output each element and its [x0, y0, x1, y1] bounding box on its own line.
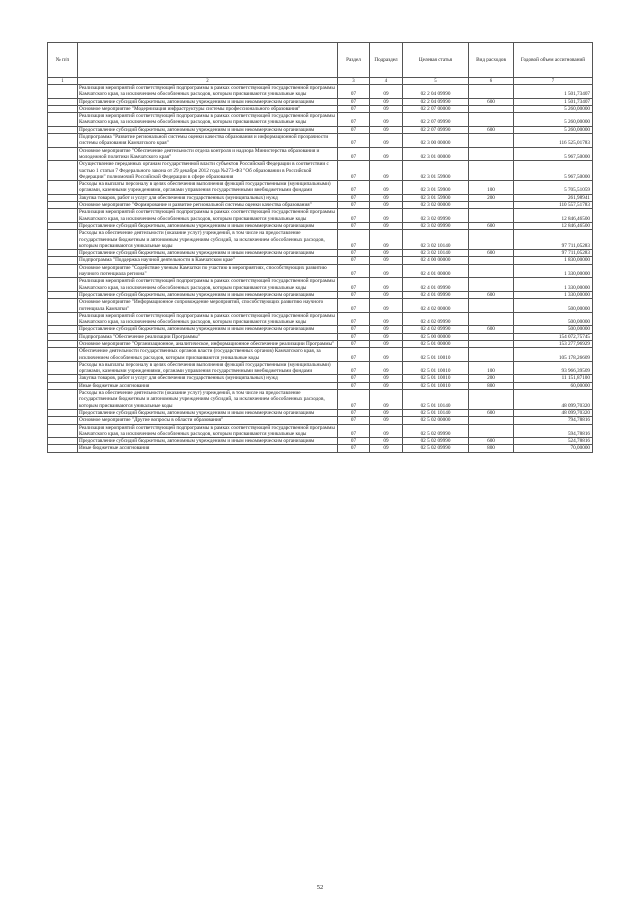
- row-name: Основное мероприятие "Другие вопросы в области образования": [78, 417, 338, 424]
- row-razdel: 07: [338, 85, 370, 99]
- row-podrazdel: 09: [370, 105, 403, 112]
- table-row: [48, 209, 593, 223]
- header-expense-type: Вид расходов: [469, 43, 514, 78]
- table-row: [48, 299, 593, 313]
- row-num: [48, 222, 78, 229]
- budget-table: [47, 42, 593, 453]
- document-page: [47, 42, 592, 453]
- row-name: Расходы на выплаты персоналу в целях обеспечения выполнения функций государственными (муниципальными) органами, казенными учреждениями, органами управления государственными внебюджетными фондами: [78, 181, 338, 195]
- row-podrazdel: 09: [370, 181, 403, 195]
- row-podrazdel: 09: [370, 126, 403, 133]
- row-podrazdel: 09: [370, 257, 403, 264]
- row-name: Предоставление субсидий бюджетным, автономным учреждениям и иным некоммерческим организациям: [78, 291, 338, 298]
- row-razdel: 07: [338, 417, 370, 424]
- row-razdel: 07: [338, 326, 370, 333]
- row-podrazdel: 09: [370, 312, 403, 326]
- row-num: [48, 250, 78, 257]
- row-amount: 261,98941: [514, 194, 593, 201]
- row-target-article: 02 5 00 00000: [403, 333, 469, 340]
- column-number: 6: [469, 78, 514, 85]
- row-target-article: 02 2 04 09990: [403, 85, 469, 99]
- row-target-article: 02 3 01 59900: [403, 194, 469, 201]
- row-target-article: 02 2 07 09990: [403, 126, 469, 133]
- table-row: [48, 348, 593, 362]
- table-row: [48, 326, 593, 333]
- row-target-article: 02 3 02 09990: [403, 209, 469, 223]
- column-number: 4: [370, 78, 403, 85]
- table-row: [48, 382, 593, 389]
- row-podrazdel: 09: [370, 409, 403, 416]
- table-row: [48, 181, 593, 195]
- row-name: Закупка товаров, работ и услуг для обеспечения государственных (муниципальных) нужд: [78, 375, 338, 382]
- row-target-article: 02 5 01 10010: [403, 375, 469, 382]
- row-razdel: 07: [338, 312, 370, 326]
- row-target-article: 02 4 01 09990: [403, 278, 469, 292]
- row-razdel: 07: [338, 194, 370, 201]
- header-amount: Годовой объем ассигнований: [514, 43, 593, 78]
- row-target-article: 02 4 02 00000: [403, 299, 469, 313]
- row-podrazdel: 09: [370, 85, 403, 99]
- header-podrazdel: Подраздел: [370, 43, 403, 78]
- table-row: [48, 417, 593, 424]
- column-number: 1: [48, 78, 78, 85]
- row-podrazdel: 09: [370, 438, 403, 445]
- row-podrazdel: 09: [370, 382, 403, 389]
- row-podrazdel: 09: [370, 417, 403, 424]
- row-name: Предоставление субсидий бюджетным, автономным учреждениям и иным некоммерческим организациям: [78, 438, 338, 445]
- row-expense-type: [469, 424, 514, 438]
- row-target-article: 02 5 01 10010: [403, 361, 469, 375]
- table-row: [48, 312, 593, 326]
- row-amount: 5 967,50000: [514, 147, 593, 161]
- row-podrazdel: 09: [370, 424, 403, 438]
- row-num: [48, 230, 78, 250]
- row-razdel: 07: [338, 445, 370, 452]
- table-row: [48, 113, 593, 127]
- row-expense-type: [469, 340, 514, 347]
- row-amount: 116 525,01783: [514, 134, 593, 148]
- row-num: [48, 257, 78, 264]
- row-expense-type: 800: [469, 382, 514, 389]
- row-name: Реализация мероприятий соответствующей подпрограммы в рамках соответствующей государственной программы Камчатского края, за исключением обособленных расходов, которым присваиваются уникальные коды: [78, 113, 338, 127]
- page-number: 52: [316, 884, 324, 891]
- column-number-row: [48, 78, 593, 85]
- row-podrazdel: 09: [370, 202, 403, 209]
- row-razdel: 07: [338, 181, 370, 195]
- row-razdel: 07: [338, 278, 370, 292]
- table-row: [48, 264, 593, 278]
- row-num: [48, 445, 78, 452]
- row-name: Предоставление субсидий бюджетным, автономным учреждениям и иным некоммерческим организациям: [78, 222, 338, 229]
- row-amount: 594,78816: [514, 424, 593, 438]
- row-name: Основное мероприятие "Содействие ученым Камчатки по участию в мероприятиях, способствующих развитию научного потенциала региона": [78, 264, 338, 278]
- row-name: Предоставление субсидий бюджетным, автономным учреждениям и иным некоммерческим организациям: [78, 126, 338, 133]
- row-razdel: 07: [338, 105, 370, 112]
- table-body: [48, 85, 593, 453]
- row-name: Основное мероприятие "Обеспечение деятельности отдела контроля и надзора Министерства образования и молодежной политики Камчатского края": [78, 147, 338, 161]
- row-num: [48, 382, 78, 389]
- header-razdel: Раздел: [338, 43, 370, 78]
- row-expense-type: 600: [469, 291, 514, 298]
- row-razdel: 07: [338, 264, 370, 278]
- column-number: 7: [514, 78, 593, 85]
- row-expense-type: [469, 202, 514, 209]
- table-row: [48, 147, 593, 161]
- row-target-article: 02 5 01 10140: [403, 409, 469, 416]
- row-name: Основное мероприятие "Информационное сопровождение мероприятий, способствующих развитию научного потенциала Камчатки": [78, 299, 338, 313]
- row-amount: 500,00000: [514, 326, 593, 333]
- row-name: Основное мероприятие "Организационное, аналитическое, информационное обеспечение реализации Программы": [78, 340, 338, 347]
- row-amount: 12 846,46500: [514, 222, 593, 229]
- table-row: [48, 257, 593, 264]
- row-podrazdel: 09: [370, 250, 403, 257]
- row-expense-type: [469, 161, 514, 181]
- row-amount: 500,00000: [514, 299, 593, 313]
- row-num: [48, 424, 78, 438]
- row-podrazdel: 09: [370, 147, 403, 161]
- row-podrazdel: 09: [370, 390, 403, 410]
- column-number: 2: [78, 78, 338, 85]
- row-expense-type: [469, 390, 514, 410]
- row-razdel: 07: [338, 257, 370, 264]
- table-row: [48, 409, 593, 416]
- row-expense-type: [469, 417, 514, 424]
- row-amount: 1 501,73407: [514, 98, 593, 105]
- row-num: [48, 209, 78, 223]
- row-amount: 48 099,70320: [514, 390, 593, 410]
- row-name: Подпрограмма "Поддержка научной деятельности в Камчатском крае": [78, 257, 338, 264]
- row-podrazdel: 09: [370, 348, 403, 362]
- row-podrazdel: 09: [370, 161, 403, 181]
- row-name: Подпрограмма "Развитие региональной системы оценки качества образования и информационной прозрачности системы образования Камчатского края": [78, 134, 338, 148]
- row-name: Закупка товаров, работ и услуг для обеспечения государственных (муниципальных) нужд: [78, 194, 338, 201]
- row-expense-type: [469, 312, 514, 326]
- row-razdel: 07: [338, 113, 370, 127]
- header-num: № п/п: [48, 43, 78, 78]
- row-expense-type: [469, 209, 514, 223]
- row-target-article: 02 3 00 00000: [403, 134, 469, 148]
- row-razdel: 07: [338, 134, 370, 148]
- row-target-article: 02 5 01 00000: [403, 340, 469, 347]
- row-razdel: 07: [338, 333, 370, 340]
- row-num: [48, 113, 78, 127]
- table-row: [48, 445, 593, 452]
- row-amount: 110 557,51783: [514, 202, 593, 209]
- row-target-article: 02 4 01 00000: [403, 264, 469, 278]
- row-razdel: 07: [338, 299, 370, 313]
- row-num: [48, 105, 78, 112]
- row-expense-type: [469, 147, 514, 161]
- row-num: [48, 147, 78, 161]
- row-target-article: 02 5 01 10140: [403, 390, 469, 410]
- row-razdel: 07: [338, 361, 370, 375]
- row-amount: 794,78816: [514, 417, 593, 424]
- row-num: [48, 417, 78, 424]
- row-target-article: 02 3 01 00000: [403, 147, 469, 161]
- row-target-article: 02 5 01 10010: [403, 382, 469, 389]
- row-num: [48, 348, 78, 362]
- row-amount: 5 967,50000: [514, 161, 593, 181]
- row-amount: 5 705,51059: [514, 181, 593, 195]
- row-amount: 5 260,00000: [514, 113, 593, 127]
- row-podrazdel: 09: [370, 291, 403, 298]
- row-num: [48, 409, 78, 416]
- row-podrazdel: 09: [370, 230, 403, 250]
- row-target-article: 02 2 07 09990: [403, 113, 469, 127]
- row-expense-type: [469, 105, 514, 112]
- row-expense-type: [469, 85, 514, 99]
- row-target-article: 02 5 02 09990: [403, 438, 469, 445]
- row-amount: 11 151,87100: [514, 375, 593, 382]
- row-target-article: 02 5 02 09990: [403, 424, 469, 438]
- row-podrazdel: 09: [370, 278, 403, 292]
- row-podrazdel: 09: [370, 98, 403, 105]
- row-target-article: 02 3 01 59900: [403, 161, 469, 181]
- column-number: 3: [338, 78, 370, 85]
- row-razdel: 07: [338, 375, 370, 382]
- row-expense-type: [469, 299, 514, 313]
- row-razdel: 07: [338, 390, 370, 410]
- row-expense-type: 200: [469, 375, 514, 382]
- row-num: [48, 333, 78, 340]
- row-num: [48, 194, 78, 201]
- row-amount: 48 099,70320: [514, 409, 593, 416]
- row-expense-type: [469, 264, 514, 278]
- table-row: [48, 424, 593, 438]
- row-target-article: 02 4 02 09990: [403, 326, 469, 333]
- row-name: Реализация мероприятий соответствующей подпрограммы в рамках соответствующей государственной программы Камчатского края, за исключением обособленных расходов, которым присваиваются уникальные коды: [78, 278, 338, 292]
- row-target-article: 02 2 04 09990: [403, 98, 469, 105]
- row-razdel: 07: [338, 438, 370, 445]
- row-razdel: 07: [338, 147, 370, 161]
- table-row: [48, 333, 593, 340]
- row-razdel: 07: [338, 98, 370, 105]
- row-expense-type: 600: [469, 326, 514, 333]
- row-name: Реализация мероприятий соответствующей подпрограммы в рамках соответствующей государственной программы Камчатского края, за исключением обособленных расходов, которым присваиваются уникальные коды: [78, 209, 338, 223]
- row-expense-type: [469, 113, 514, 127]
- row-razdel: 07: [338, 348, 370, 362]
- row-expense-type: [469, 348, 514, 362]
- row-razdel: 07: [338, 382, 370, 389]
- row-target-article: 02 5 02 00000: [403, 417, 469, 424]
- row-podrazdel: 09: [370, 340, 403, 347]
- row-expense-type: 800: [469, 445, 514, 452]
- table-row: [48, 126, 593, 133]
- row-razdel: 07: [338, 209, 370, 223]
- row-name: Предоставление субсидий бюджетным, автономным учреждениям и иным некоммерческим организациям: [78, 98, 338, 105]
- row-target-article: 02 4 01 09990: [403, 291, 469, 298]
- row-name: Иные бюджетные ассигнования: [78, 382, 338, 389]
- row-podrazdel: 09: [370, 194, 403, 201]
- row-target-article: 02 3 02 10140: [403, 230, 469, 250]
- row-amount: 500,00000: [514, 312, 593, 326]
- row-num: [48, 181, 78, 195]
- row-razdel: 07: [338, 126, 370, 133]
- row-amount: 105 178,26609: [514, 348, 593, 362]
- row-num: [48, 126, 78, 133]
- table-row: [48, 291, 593, 298]
- row-amount: 97 711,05283: [514, 250, 593, 257]
- row-expense-type: [469, 230, 514, 250]
- row-expense-type: [469, 333, 514, 340]
- row-amount: 1 501,73407: [514, 85, 593, 99]
- row-name: Предоставление субсидий бюджетным, автономным учреждениям и иным некоммерческим организациям: [78, 250, 338, 257]
- table-row: [48, 361, 593, 375]
- row-razdel: 07: [338, 409, 370, 416]
- table-row: [48, 105, 593, 112]
- row-name: Реализация мероприятий соответствующей подпрограммы в рамках соответствующей государственной программы Камчатского края, за исключением обособленных расходов, которым присваиваются уникальные коды: [78, 312, 338, 326]
- row-num: [48, 375, 78, 382]
- row-amount: 5 260,00000: [514, 126, 593, 133]
- row-expense-type: [469, 278, 514, 292]
- table-row: [48, 438, 593, 445]
- row-amount: 1 330,00000: [514, 291, 593, 298]
- row-target-article: 02 4 02 09990: [403, 312, 469, 326]
- row-expense-type: 600: [469, 409, 514, 416]
- row-target-article: 02 4 00 00000: [403, 257, 469, 264]
- row-name: Реализация мероприятий соответствующей подпрограммы в рамках соответствующей государственной программы Камчатского края, за исключением обособленных расходов, которым присваиваются уникальные коды: [78, 424, 338, 438]
- row-num: [48, 98, 78, 105]
- row-target-article: 02 5 02 09990: [403, 445, 469, 452]
- table-row: [48, 375, 593, 382]
- row-podrazdel: 09: [370, 326, 403, 333]
- row-name: Основное мероприятие "Модернизация инфраструктуры системы профессионального образования": [78, 105, 338, 112]
- row-razdel: 07: [338, 250, 370, 257]
- row-num: [48, 264, 78, 278]
- row-name: Осуществление переданных органам государственной власти субъектов Российской Федерации в соответствии с частью 1 статьи 7 Федерального закона от 29 декабря 2012 года №273-ФЗ "Об образовании в Российской Федерации" полномочий Российской Федерации в сфере образования: [78, 161, 338, 181]
- row-podrazdel: 09: [370, 299, 403, 313]
- row-razdel: 07: [338, 340, 370, 347]
- row-podrazdel: 09: [370, 264, 403, 278]
- row-podrazdel: 09: [370, 134, 403, 148]
- row-amount: 524,78816: [514, 438, 593, 445]
- row-razdel: 07: [338, 202, 370, 209]
- row-num: [48, 202, 78, 209]
- row-num: [48, 299, 78, 313]
- row-amount: 5 260,00000: [514, 105, 593, 112]
- row-target-article: 02 3 02 00000: [403, 202, 469, 209]
- row-podrazdel: 09: [370, 113, 403, 127]
- table-row: [48, 202, 593, 209]
- row-target-article: 02 3 01 59900: [403, 181, 469, 195]
- row-razdel: 07: [338, 161, 370, 181]
- row-expense-type: [469, 257, 514, 264]
- row-razdel: 07: [338, 222, 370, 229]
- table-row: [48, 250, 593, 257]
- table-row: [48, 161, 593, 181]
- table-row: [48, 222, 593, 229]
- row-podrazdel: 09: [370, 361, 403, 375]
- row-podrazdel: 09: [370, 209, 403, 223]
- row-name: Подпрограмма "Обеспечение реализации Программы": [78, 333, 338, 340]
- row-razdel: 07: [338, 230, 370, 250]
- row-name: Реализация мероприятий соответствующей подпрограммы в рамках соответствующей государственной программы Камчатского края, за исключением обособленных расходов, которым присваиваются уникальные коды: [78, 85, 338, 99]
- header-target-article: Целевая статья: [403, 43, 469, 78]
- row-razdel: 07: [338, 424, 370, 438]
- row-num: [48, 361, 78, 375]
- row-amount: 97 711,05283: [514, 230, 593, 250]
- row-target-article: 02 5 01 10010: [403, 348, 469, 362]
- header-name: [78, 43, 338, 78]
- table-row: [48, 194, 593, 201]
- row-name: Расходы на выплаты персоналу в целях обеспечения выполнения функций государственными (муниципальными) органами, казенными учреждениями, органами управления государственными внебюджетными фондами: [78, 361, 338, 375]
- table-row: [48, 390, 593, 410]
- row-num: [48, 438, 78, 445]
- row-expense-type: 100: [469, 361, 514, 375]
- row-expense-type: 100: [469, 181, 514, 195]
- row-num: [48, 134, 78, 148]
- row-expense-type: 600: [469, 438, 514, 445]
- row-num: [48, 390, 78, 410]
- row-razdel: 07: [338, 291, 370, 298]
- row-amount: 153 277,96929: [514, 340, 593, 347]
- row-num: [48, 340, 78, 347]
- column-number: 5: [403, 78, 469, 85]
- row-amount: 60,00000: [514, 382, 593, 389]
- row-podrazdel: 09: [370, 222, 403, 229]
- row-name: Предоставление субсидий бюджетным, автономным учреждениям и иным некоммерческим организациям: [78, 326, 338, 333]
- table-row: [48, 230, 593, 250]
- row-num: [48, 278, 78, 292]
- row-target-article: 02 3 02 10140: [403, 250, 469, 257]
- row-expense-type: 200: [469, 194, 514, 201]
- row-amount: 70,00000: [514, 445, 593, 452]
- row-name: Обеспечение деятельности государственных органов власти (государственных органов) Камчатского края, за исключением обособленных расходов, которым присваиваются уникальные коды: [78, 348, 338, 362]
- row-name: Основное мероприятие "Формирование и развитие региональной системы оценки качества образования": [78, 202, 338, 209]
- row-num: [48, 85, 78, 99]
- table-row: [48, 278, 593, 292]
- row-amount: 12 846,46500: [514, 209, 593, 223]
- row-amount: 154 072,75745: [514, 333, 593, 340]
- row-amount: 93 966,39509: [514, 361, 593, 375]
- row-num: [48, 291, 78, 298]
- row-target-article: 02 2 07 00000: [403, 105, 469, 112]
- table-row: [48, 134, 593, 148]
- row-amount: 1 330,00000: [514, 264, 593, 278]
- row-name: Расходы на обеспечение деятельности (оказание услуг) учреждений, в том числе на предоставление государственным бюджетным и автономным учреждениям субсидий, за исключением обособленных расходов, которым присваиваются уникальные коды: [78, 230, 338, 250]
- row-expense-type: 600: [469, 98, 514, 105]
- row-name: Иные бюджетные ассигнования: [78, 445, 338, 452]
- table-header-row: [48, 43, 593, 78]
- row-expense-type: [469, 134, 514, 148]
- table-row: [48, 340, 593, 347]
- table-row: [48, 85, 593, 99]
- row-expense-type: 600: [469, 222, 514, 229]
- row-podrazdel: 09: [370, 333, 403, 340]
- row-num: [48, 312, 78, 326]
- row-podrazdel: 09: [370, 445, 403, 452]
- table-row: [48, 98, 593, 105]
- row-target-article: 02 3 02 09990: [403, 222, 469, 229]
- row-amount: 1 830,00000: [514, 257, 593, 264]
- row-num: [48, 326, 78, 333]
- row-name: Расходы на обеспечение деятельности (оказание услуг) учреждений, в том числе на предоставление государственным бюджетным и автономным учреждениям субсидий, за исключением обособленных расходов, которым присваиваются уникальные коды: [78, 390, 338, 410]
- row-num: [48, 161, 78, 181]
- row-name: Предоставление субсидий бюджетным, автономным учреждениям и иным некоммерческим организациям: [78, 409, 338, 416]
- row-expense-type: 600: [469, 126, 514, 133]
- row-expense-type: 600: [469, 250, 514, 257]
- row-podrazdel: 09: [370, 375, 403, 382]
- row-amount: 1 330,00000: [514, 278, 593, 292]
